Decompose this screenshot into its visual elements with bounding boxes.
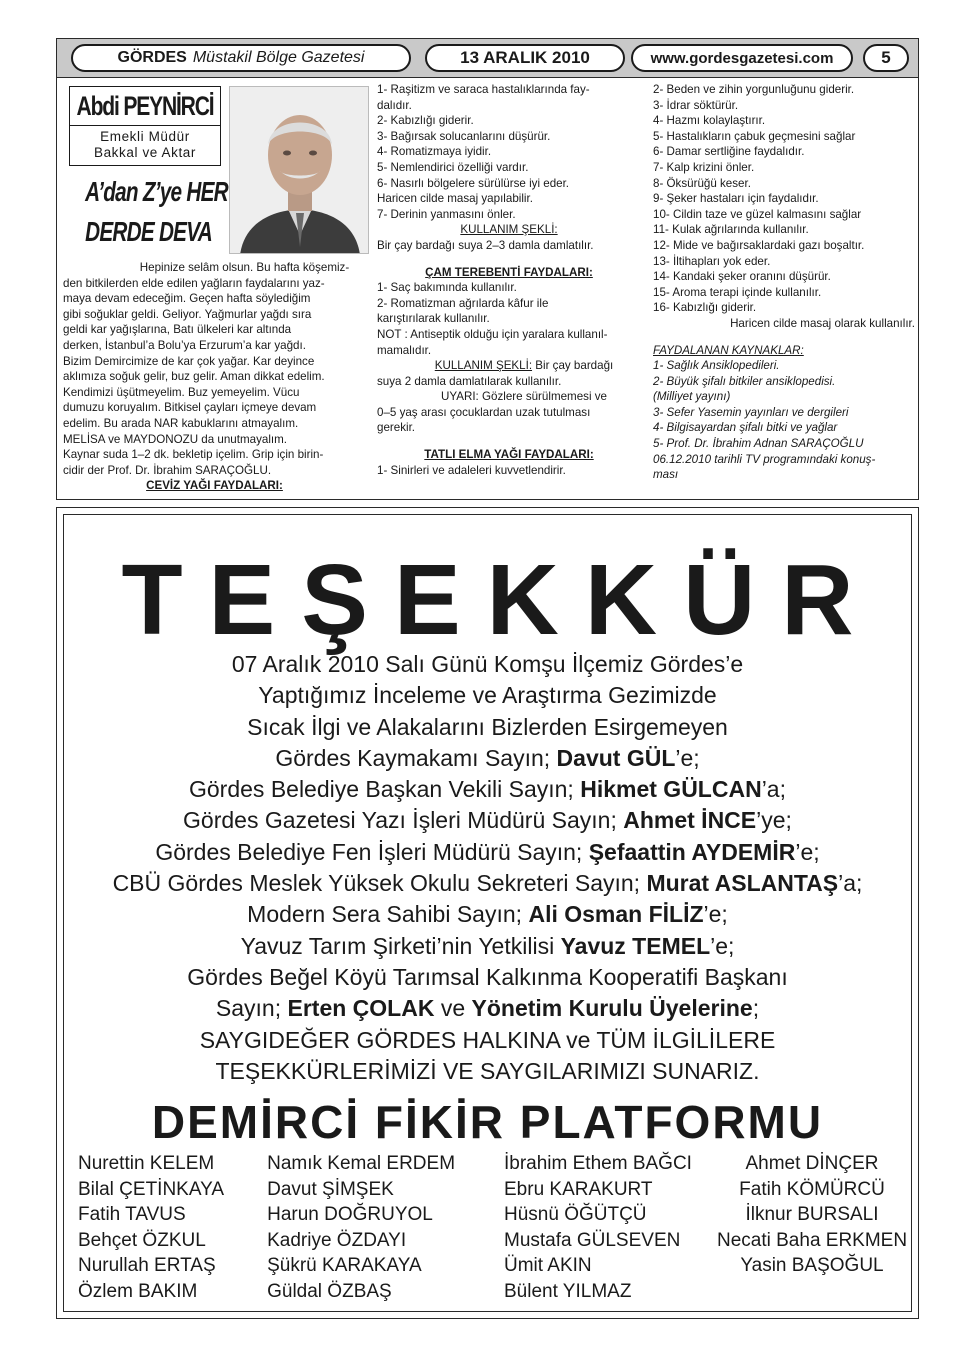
benefit-line: 7- Kalp krizini önler. bbox=[653, 160, 755, 174]
source-line: 2- Büyük şifalı bitkiler ansiklopedisi. bbox=[653, 374, 836, 388]
benefit-line: 11- Kulak ağrılarında kullanılır. bbox=[653, 223, 809, 237]
warning-line: 0–5 yaş arası çocuklardan uzak tutulması bbox=[377, 405, 591, 419]
article-column-3 bbox=[653, 82, 915, 483]
spacer bbox=[377, 254, 641, 265]
sources-heading: FAYDALANAN KAYNAKLAR: bbox=[653, 343, 804, 357]
thanks-suffix: ’e; bbox=[703, 901, 728, 928]
intro-line: MELİSA ve MAYDONOZU da unutmayalım. bbox=[63, 432, 287, 446]
benefit-line: 4- Romatizmaya iyidir. bbox=[377, 145, 492, 159]
honoree-name: Şefaattin AYDEMİR bbox=[588, 838, 796, 865]
member-name: Mustafa GÜLSEVEN bbox=[504, 1229, 681, 1251]
author-photo bbox=[229, 86, 369, 254]
member-name: Özlem BAKIM bbox=[78, 1280, 198, 1302]
benefit-line: 13- İltihapları yok eder. bbox=[653, 254, 771, 268]
member-name: Harun DOĞRUYOL bbox=[267, 1204, 433, 1225]
thanks-connector: ve bbox=[434, 995, 472, 1022]
slogan-line-2: DERDE DEVA bbox=[85, 216, 213, 247]
platform-name: DEMİRCİ FİKİR PLATFORMU bbox=[151, 1096, 824, 1148]
intro-line: maya devam edeceğim. Geçen hafta söylediğim bbox=[63, 292, 311, 306]
usage-heading-2: KULLANIM ŞEKLİ: bbox=[434, 359, 533, 373]
thanks-inner-frame bbox=[63, 514, 912, 1312]
member-name: Bilal ÇETİNKAYA bbox=[78, 1178, 225, 1200]
thanks-line bbox=[64, 899, 911, 930]
thanks-line bbox=[64, 837, 911, 868]
sweet-apple-oil-heading: TATLI ELMA YAĞI FAYDALARI: bbox=[424, 448, 594, 462]
usage-text-2b: suya 2 damla damlatılarak kullanılır. bbox=[377, 374, 562, 388]
intro-line: Hepinize selâm olsun. Bu hafta köşemiz- bbox=[139, 261, 350, 274]
thanks-suffix: ’e; bbox=[710, 932, 735, 959]
intro-line: den bitkilerden elde edilen yağların faydalarını yaz- bbox=[63, 276, 325, 290]
thanks-suffix: ’e; bbox=[675, 744, 700, 771]
member-name: Nurettin KELEM bbox=[78, 1153, 215, 1174]
newspaper-header bbox=[56, 38, 919, 78]
article-column-2 bbox=[377, 82, 641, 478]
intro-line: cidir der Prof. Dr. İbrahim SARAÇOĞLU. bbox=[63, 463, 272, 477]
author-role: Emekli Müdür bbox=[70, 125, 220, 145]
paper-subtitle: Müstakil Bölge Gazetesi bbox=[192, 49, 365, 66]
warning-line: UYARI: Gözlere sürülmemesi ve bbox=[440, 390, 607, 404]
thanks-suffix: ’e; bbox=[795, 838, 820, 865]
member-list bbox=[78, 1151, 907, 1304]
member-name: Hüsnü ÖĞÜTÇÜ bbox=[504, 1204, 647, 1225]
intro-text bbox=[63, 260, 366, 494]
benefit-line: 1- Sinirleri ve adaleleri kuvvetlendirir. bbox=[377, 463, 566, 477]
honoree-group: Yönetim Kurulu Üyelerine bbox=[471, 995, 753, 1022]
honoree-name: Erten ÇOLAK bbox=[287, 995, 435, 1022]
benefit-line: 1- Saç bakımında kullanılır. bbox=[377, 281, 517, 295]
thanks-text: 07 Aralık 2010 Salı Günü Komşu İlçemiz Gördes’e bbox=[231, 651, 744, 677]
spacer bbox=[653, 332, 915, 343]
member-name: Davut ŞİMŞEK bbox=[267, 1178, 394, 1200]
thanks-text: Sayın; bbox=[215, 995, 288, 1022]
benefit-line: karıştırılarak kullanılır. bbox=[377, 312, 490, 326]
member-column-2 bbox=[267, 1151, 504, 1304]
benefit-line: 2- Romatizman ağrılarda kâfur ile bbox=[377, 296, 549, 310]
member-name: Bülent YILMAZ bbox=[504, 1280, 632, 1302]
member-name: Nurullah ERTAŞ bbox=[78, 1255, 216, 1276]
honoree-name: Ali Osman FİLİZ bbox=[528, 901, 704, 928]
benefit-line: 6- Nasırlı bölgelere sürülürse iyi eder. bbox=[377, 176, 570, 190]
portrait-illustration bbox=[230, 87, 369, 254]
member-name: İbrahim Ethem BAĞCI bbox=[504, 1153, 692, 1174]
walnut-oil-heading: CEVİZ YAĞI FAYDALARI: bbox=[146, 479, 283, 493]
usage-text: Bir çay bardağı suya 2–3 damla damlatılır. bbox=[377, 238, 594, 252]
thanks-line bbox=[64, 1056, 911, 1087]
honoree-name: Murat ASLANTAŞ bbox=[646, 870, 839, 897]
benefit-line: 2- Kabızlığı giderir. bbox=[377, 114, 474, 128]
honoree-name: Ahmet İNCE bbox=[623, 807, 757, 834]
benefit-line: 8- Öksürüğü keser. bbox=[653, 176, 751, 190]
honoree-name: Davut GÜL bbox=[556, 744, 676, 771]
member-name: Namık Kemal ERDEM bbox=[267, 1153, 456, 1174]
source-line: 5- Prof. Dr. İbrahim Adnan SARAÇOĞLU bbox=[653, 437, 864, 451]
member-column-3 bbox=[504, 1151, 717, 1304]
thanks-line bbox=[64, 680, 911, 711]
intro-line: Bizim Demircimize de kar çok yağar. Kar deyince bbox=[63, 354, 315, 368]
benefit-line: 6- Damar sertliğine faydalıdır. bbox=[653, 145, 805, 159]
source-line: 4- Bilgisayardan şifalı bitki ve yağlar bbox=[653, 421, 838, 435]
thanks-text: Gördes Beğel Köyü Tarımsal Kalkınma Kooperatifi Başkanı bbox=[187, 963, 788, 990]
member-name: Ümit AKIN bbox=[504, 1255, 592, 1276]
benefit-line: 4- Hazmı kolaylaştırır. bbox=[653, 114, 766, 128]
thanks-line bbox=[64, 993, 911, 1024]
thanks-text: Yaptığımız İnceleme ve Araştırma Gezimizde bbox=[258, 682, 717, 709]
benefit-line: 14- Kandaki şeker oranını düşürür. bbox=[653, 270, 831, 284]
benefit-line: 9- Şeker hastaları için faydalıdır. bbox=[653, 192, 819, 206]
paper-name: GÖRDES bbox=[117, 49, 187, 66]
intro-line: derken, İstanbul’a Bolu’ya Erzurum’a kar yağdı. bbox=[63, 338, 306, 352]
thanks-text: Modern Sera Sahibi Sayın; bbox=[247, 901, 529, 928]
warning-line: gerekir. bbox=[377, 421, 416, 435]
issue-date: 13 ARALIK 2010 bbox=[425, 44, 625, 72]
member-name: Fatih TAVUS bbox=[78, 1204, 186, 1225]
thanks-line bbox=[64, 1025, 911, 1056]
intro-line: dumuzu koruyalım. Bitkisel çayları içmeye devam bbox=[63, 401, 317, 415]
intro-line: edelim. Bu arada NAR kabuklarını atmayalım. bbox=[63, 416, 299, 430]
thanks-line bbox=[64, 649, 911, 680]
benefit-line: 12- Mide ve bağırsaklardaki gazı boşaltır. bbox=[653, 238, 865, 252]
member-name: Ahmet DİNÇER bbox=[745, 1153, 879, 1174]
benefit-line: 3- İdrar söktürür. bbox=[653, 98, 739, 112]
thanks-line bbox=[64, 805, 911, 836]
intro-line: aklımıza soğuk gelir, buz gelir. Aman dikkat edelim. bbox=[63, 370, 325, 384]
thanks-text: Sıcak İlgi ve Alakalarını Bizlerden Esirgemeyen bbox=[247, 713, 728, 740]
thanks-text: CBÜ Gördes Meslek Yüksek Okulu Sekreteri Sayın; bbox=[112, 870, 647, 897]
thanks-text: Gördes Belediye Fen İşleri Müdürü Sayın; bbox=[155, 838, 589, 865]
pine-turpentine-heading: ÇAM TEREBENTİ FAYDALARI: bbox=[425, 265, 593, 279]
thanks-suffix: ’a; bbox=[761, 776, 786, 803]
member-name: Güldal ÖZBAŞ bbox=[267, 1280, 392, 1302]
external-use-note: Haricen cilde masaj olarak kullanılır. bbox=[730, 316, 915, 330]
intro-line: gibi soğuklar geldi. Geliyor. Yağmurlar yağdı sıra bbox=[63, 307, 312, 321]
member-name: İlknur BURSALI bbox=[745, 1204, 879, 1225]
member-name: Ebru KARAKURT bbox=[504, 1178, 653, 1200]
benefit-line: 3- Bağırsak solucanlarını düşürür. bbox=[377, 129, 551, 143]
benefit-line: 10- Cildin taze ve güzel kalmasını sağlar bbox=[653, 207, 862, 221]
thanks-suffix: ; bbox=[752, 995, 760, 1022]
benefit-line: 5- Nemlendirici özelliği vardır. bbox=[377, 160, 529, 174]
thanks-suffix: ’ye; bbox=[756, 807, 792, 834]
thanks-text: SAYGIDEĞER GÖRDES HALKINA ve TÜM İLGİLİLERE bbox=[199, 1026, 776, 1053]
source-line: (Milliyet yayını) bbox=[653, 390, 731, 404]
benefit-line: 7- Derinin yanmasını önler. bbox=[377, 207, 516, 221]
thanks-line bbox=[64, 962, 911, 993]
note-line: NOT : Antiseptik olduğu için yaralara kullanıl- bbox=[377, 327, 608, 341]
thanks-headline: TEŞEKKÜR bbox=[121, 544, 880, 656]
thanks-suffix: ’a; bbox=[838, 870, 863, 897]
source-line: 1- Sağlık Ansiklopedileri. bbox=[653, 359, 780, 373]
usage-heading: KULLANIM ŞEKLİ: bbox=[460, 223, 558, 237]
thanks-text: Yavuz Tarım Şirketi’nin Yetkilisi bbox=[240, 932, 561, 959]
thanks-line bbox=[64, 712, 911, 743]
intro-line: Kaynar suda 1–2 dk. bekletip içelim. Grip için birin- bbox=[63, 448, 324, 462]
benefit-line: 1- Raşitizm ve saraca hastalıklarında fay- bbox=[377, 83, 590, 96]
thanks-text: TEŞEKKÜRLERİMİZİ VE SAYGILARIMIZI SUNARIZ. bbox=[215, 1057, 760, 1084]
thanks-text: Gördes Kaymakamı Sayın; bbox=[275, 744, 557, 771]
honoree-name: Yavuz TEMEL bbox=[560, 932, 711, 959]
health-column-article bbox=[56, 78, 919, 500]
thanks-message bbox=[64, 649, 911, 1087]
slogan-line-1: A’dan Z’ye HER bbox=[85, 176, 228, 207]
page-number: 5 bbox=[863, 44, 909, 72]
member-name: Behçet ÖZKUL bbox=[78, 1229, 206, 1251]
usage-text-2a: Bir çay bardağı bbox=[532, 359, 614, 373]
source-line: 06.12.2010 tarihli TV programındaki konuş- bbox=[653, 452, 876, 466]
member-column-1 bbox=[78, 1151, 267, 1304]
author-ad-box bbox=[69, 86, 221, 166]
thanks-line bbox=[64, 774, 911, 805]
source-line: 3- Sefer Yasemin yayınları ve dergileri bbox=[653, 405, 849, 419]
member-name: Fatih KÖMÜRCÜ bbox=[739, 1178, 885, 1200]
benefit-line: 16- Kabızlığı giderir. bbox=[653, 301, 757, 315]
thanks-text: Gördes Gazetesi Yazı İşleri Müdürü Sayın; bbox=[183, 807, 624, 834]
thanks-announcement bbox=[56, 507, 919, 1319]
benefit-line: Haricen cilde masaj yapılabilir. bbox=[377, 192, 533, 206]
member-column-4 bbox=[717, 1151, 907, 1304]
intro-line: geldi kar yağışlarına, Batı ülkeleri kar altında bbox=[63, 323, 292, 337]
member-name: Kadriye ÖZDAYI bbox=[267, 1229, 407, 1251]
member-name: Yasin BAŞOĞUL bbox=[740, 1255, 884, 1276]
benefit-line: 2- Beden ve zihin yorgunluğunu giderir. bbox=[653, 83, 855, 96]
benefit-line: 5- Hastalıkların çabuk geçmesini sağlar bbox=[653, 129, 856, 143]
paper-title-pill bbox=[71, 44, 411, 72]
thanks-line bbox=[64, 743, 911, 774]
benefit-line: dalıdır. bbox=[377, 98, 412, 112]
author-business: Bakkal ve Aktar bbox=[93, 145, 197, 160]
spacer bbox=[377, 436, 641, 447]
source-line: ması bbox=[653, 468, 679, 482]
member-name: Necati Baha ERKMEN bbox=[717, 1229, 908, 1251]
thanks-line bbox=[64, 868, 911, 899]
note-line: mamalıdır. bbox=[377, 343, 432, 357]
benefit-line: 15- Aroma terapi içinde kullanılır. bbox=[653, 285, 822, 299]
thanks-text: Gördes Belediye Başkan Vekili Sayın; bbox=[189, 776, 581, 803]
website-link[interactable]: www.gordesgazetesi.com bbox=[631, 44, 853, 72]
honoree-name: Hikmet GÜLCAN bbox=[580, 776, 762, 803]
author-name: Abdi PEYNİRCİ bbox=[76, 91, 214, 121]
thanks-line bbox=[64, 931, 911, 962]
member-name: Şükrü KARAKAYA bbox=[267, 1255, 422, 1276]
usage-line-2 bbox=[377, 358, 641, 374]
intro-line: Kendimizi üşütmeyelim. Buz yemeyelim. Vücu bbox=[63, 385, 300, 399]
